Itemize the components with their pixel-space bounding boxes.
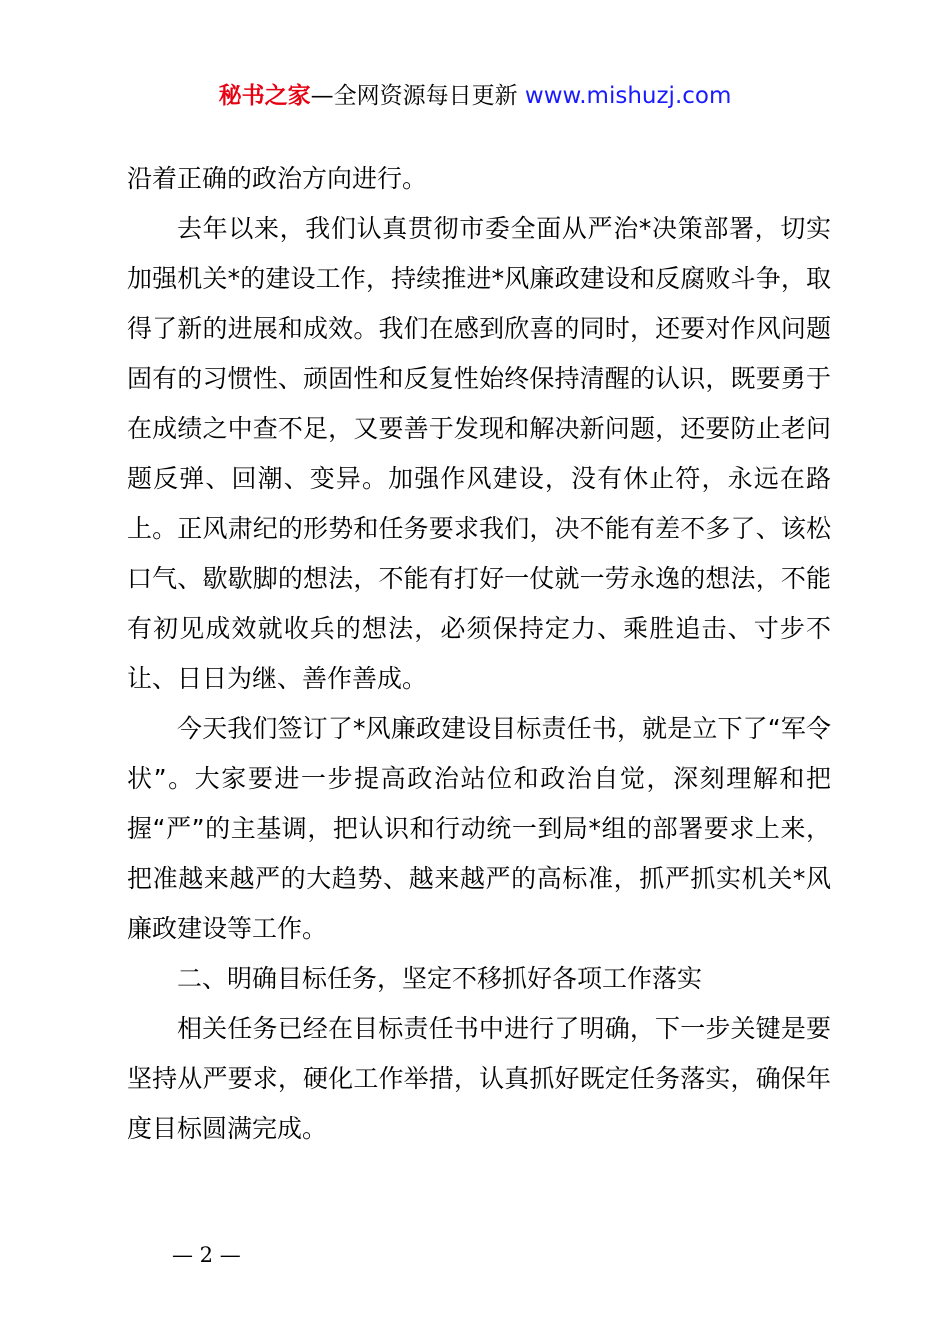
paragraph-task-implementation: 相关任务已经在目标责任书中进行了明确，下一步关键是要坚持从严要求，硬化工作举措，认真抓好既定任务落实，确保年度目标圆满完成。	[127, 1014, 831, 1143]
paragraph-continuation: 沿着正确的政治方向进行。	[127, 164, 428, 193]
site-url-link[interactable]: www.mishuzj.com	[524, 83, 732, 109]
section-heading: 二、明确目标任务，坚定不移抓好各项工作落实	[177, 964, 703, 993]
header-tagline: —全网资源每日更新	[310, 83, 525, 109]
brand-name: 秘书之家	[218, 83, 311, 109]
page-header	[0, 80, 950, 112]
paragraph-work-review: 去年以来，我们认真贯彻市委全面从严治*决策部署，切实加强机关*的建设工作，持续推进*风廉政建设和反腐败斗争，取得了新的进展和成效。我们在感到欣喜的同时，还要对作风问题固有的习惯性、顽固性和反复性始终保持清醒的认识，既要勇于在成绩之中查不足，又要善于发现和解决新问题，还要防止老问题反弹、回潮、变异。加强作风建设，没有休止符，永远在路上。正风肃纪的形势和任务要求我们，决不能有差不多了、该松口气、歇歇脚的想法，不能有打好一仗就一劳永逸的想法，不能有初见成效就收兵的想法，必须保持定力、乘胜追击、寸步不让、日日为继、善作善成。	[127, 214, 831, 693]
document-body	[127, 154, 831, 1154]
page-number: — 2 —	[172, 1243, 241, 1267]
paragraph-responsibility-letter: 今天我们签订了*风廉政建设目标责任书，就是立下了“军令状”。大家要进一步提高政治站位和政治自觉，深刻理解和把握“严”的主基调，把认识和行动统一到局*组的部署要求上来，把准越来越严的大趋势、越来越严的高标准，抓严抓实机关*风廉政建设等工作。	[127, 714, 831, 943]
